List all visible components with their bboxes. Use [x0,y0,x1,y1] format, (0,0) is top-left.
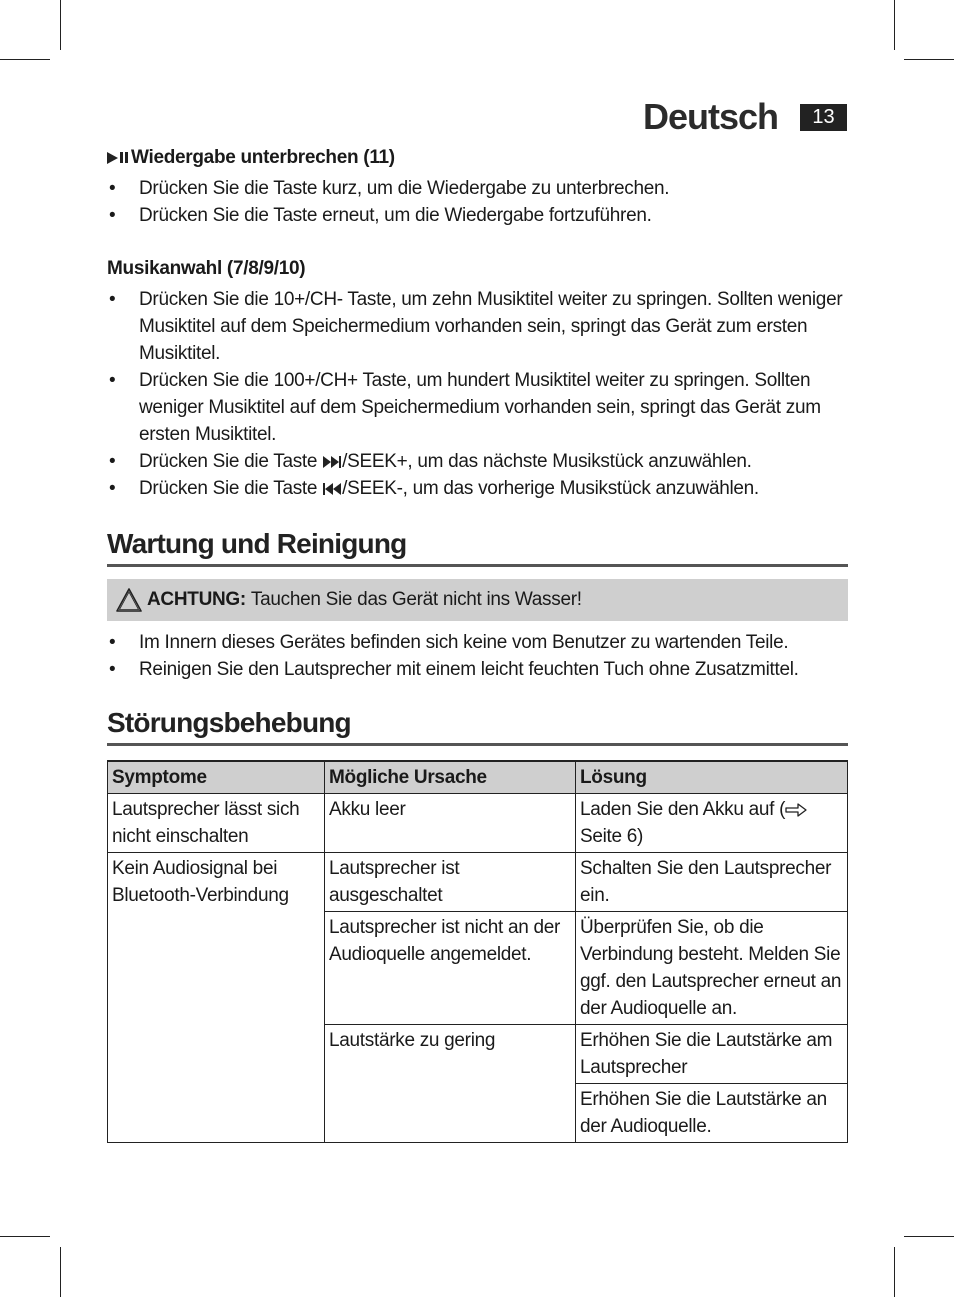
warning-text: Tauchen Sie das Gerät nicht ins Wasser! [250,589,582,610]
crop-mark [0,1236,50,1237]
list-item: • Reinigen Sie den Lautsprecher mit einem leicht feuchten Tuch ohne Zusatzmittel. [109,659,799,680]
play-pause-icon [107,152,128,164]
warning-box [107,579,848,621]
crop-mark [904,59,954,60]
warning-triangle-icon [115,587,143,613]
pause-list [107,175,848,229]
list-item: • Drücken Sie die Taste /SEEK-, um das vorherige Musikstück anzuwählen. [109,478,759,499]
table-cell: Lautsprecher ist nicht an der Audioquelle angemeldet. [325,912,576,1025]
maintenance-heading: Wartung und Reinigung [107,528,848,567]
list-item: • Im Innern dieses Gerätes befinden sich keine vom Benutzer zu wartenden Teile. [109,632,789,653]
table-cell: Schalten Sie den Lautsprecher ein. [576,853,848,912]
language-title: Deutsch [642,96,778,137]
list-item: • Drücken Sie die Taste erneut, um die Wiedergabe fortzuführen. [109,205,652,226]
skip-next-icon [323,456,341,468]
table-cell: Kein Audiosignal bei Bluetooth-Verbindung [108,853,325,1143]
table-cell: Erhöhen Sie die Lautstärke an der Audioquelle. [576,1084,848,1143]
list-item: • Drücken Sie die Taste /SEEK+, um das nächste Musikstück anzuwählen. [109,451,752,472]
troubleshooting-heading: Störungsbehebung [107,707,848,746]
column-header: Lösung [576,761,848,794]
table-cell: Erhöhen Sie die Lautstärke am Lautsprecher [576,1025,848,1084]
list-item: • Drücken Sie die 100+/CH+ Taste, um hundert Musiktitel weiter zu springen. Sollten weniger Musiktitel auf dem Speichermedium vorhanden sein, springt das Gerät zum ersten Musiktitel. [109,370,821,445]
crop-mark [894,1247,895,1297]
crop-mark [894,0,895,50]
crop-mark [904,1236,954,1237]
table-cell: Lautsprecher ist ausgeschaltet [325,853,576,912]
pause-heading [107,144,848,171]
list-item: • Drücken Sie die 10+/CH- Taste, um zehn Musiktitel weiter zu springen. Sollten weniger Musiktitel auf dem Speichermedium vorhanden sein, springt das Gerät zum ersten Musiktitel. [109,289,843,364]
arrow-right-icon [785,803,807,817]
skip-previous-icon [323,483,341,495]
table-row [108,794,848,853]
warning-label: ACHTUNG: [147,589,246,610]
pause-heading-text: Wiedergabe unterbrechen (11) [131,147,395,168]
column-header: Mögliche Ursache [325,761,576,794]
table-cell: Lautsprecher lässt sich nicht einschalten [108,794,325,853]
table-cell: Überprüfen Sie, ob die Verbindung besteht. Melden Sie ggf. den Lautsprecher erneut an der Audioquelle an. [576,912,848,1025]
table-row [108,853,848,912]
table-cell: Lautstärke zu gering [325,1025,576,1143]
table-cell: Laden Sie den Akku auf ( Seite 6) [576,794,848,853]
crop-mark [60,0,61,50]
crop-mark [0,59,50,60]
page-content [107,144,848,1143]
troubleshooting-table [107,760,848,1143]
maintenance-list [107,629,848,683]
music-heading: Musikanwahl (7/8/9/10) [107,258,306,279]
table-header-row [108,761,848,794]
music-list [107,286,848,502]
column-header: Symptome [108,761,325,794]
page-number: 13 [800,104,847,131]
crop-mark [60,1247,61,1297]
table-cell: Akku leer [325,794,576,853]
list-item: • Drücken Sie die Taste kurz, um die Wiedergabe zu unterbrechen. [109,178,670,199]
